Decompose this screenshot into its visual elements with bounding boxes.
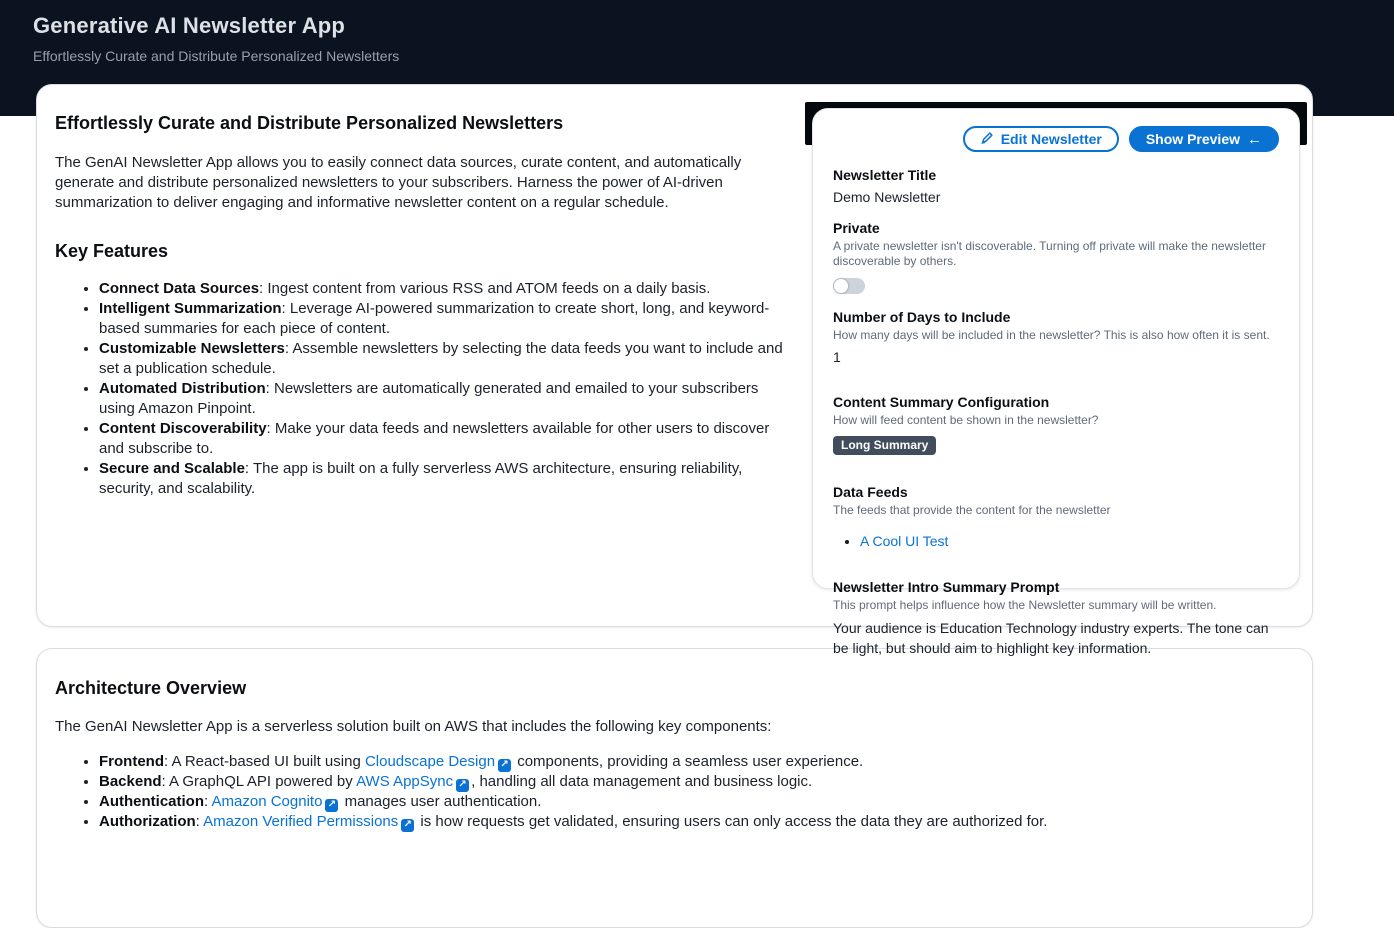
field-description: A private newsletter isn't discoverable. Turning off private will make the newsletter discoverable by others. [833, 239, 1266, 268]
toggle-knob [834, 279, 848, 293]
newsletter-editor-screenshot [805, 103, 1307, 656]
field-label: Content Summary Configuration [833, 394, 1050, 410]
page-subtitle: Effortlessly Curate and Distribute Personalized Newsletters [33, 48, 400, 64]
field-value: Demo Newsletter [833, 189, 941, 205]
list-item: • Connect Data Sources: Ingest content from various RSS and ATOM feeds on a daily basis. [99, 279, 789, 299]
external-link-icon: ↗ [325, 799, 338, 812]
arrow-left-icon: ← [1247, 130, 1262, 148]
list-item: • Intelligent Summarization: Leverage AI-powered summarization to create short, long, and keyword-based summaries for each piece of content. [99, 299, 789, 339]
architecture-heading: Architecture Overview [55, 678, 247, 698]
data-feeds-field [833, 484, 1279, 550]
feed-link[interactable]: A Cool UI Test [860, 533, 949, 549]
external-link-icon: ↗ [456, 779, 469, 792]
cloudscape-design-link[interactable]: Cloudscape Design [364, 753, 496, 770]
summary-type-badge: Long Summary [833, 436, 936, 455]
private-field [833, 220, 1279, 294]
list-item: • Backend: A GraphQL API powered by AWS AppSync ↗ , handling all data management and business logic. [99, 772, 1296, 792]
field-value: Your audience is Education Technology industry experts. The tone can be light, but should aim to highlight key information. [833, 620, 1269, 656]
list-item: • Authorization: Amazon Verified Permissions ↗ is how requests get validated, ensuring users can only access the data they are authorized for. [99, 812, 1296, 832]
newsletter-title-field [833, 167, 1279, 205]
list-item: • Secure and Scalable: The app is built on a fully serverless AWS architecture, ensuring reliability, security, and scalability. [99, 459, 789, 499]
overview-paragraph: The GenAI Newsletter App allows you to easily connect data sources, curate content, and automatically generate and distribute personalized newsletters to your subscribers. Harness the power of AI-driven summarization to deliver engaging and informative newsletter content on a regular schedule. [55, 154, 742, 211]
content-summary-field [833, 394, 1279, 455]
days-field [833, 309, 1279, 365]
private-toggle[interactable] [833, 278, 865, 294]
edit-newsletter-button[interactable]: Edit Newsletter [963, 126, 1119, 152]
list-item: • Automated Distribution: Newsletters are automatically generated and emailed to your subscribers using Amazon Pinpoint. [99, 379, 789, 419]
architecture-paragraph: The GenAI Newsletter App is a serverless solution built on AWS that includes the following key components: [55, 718, 772, 735]
aws-appsync-link[interactable]: AWS AppSync [356, 773, 454, 790]
field-description: This prompt helps influence how the Newsletter summary will be written. [833, 598, 1217, 612]
list-item: • Customizable Newsletters: Assemble newsletters by selecting the data feeds you want to include and set a publication schedule. [99, 339, 789, 379]
key-features-list [55, 279, 783, 499]
field-label: Private [833, 220, 880, 236]
overview-card [36, 84, 1313, 656]
external-link-icon: ↗ [498, 759, 511, 772]
show-preview-button[interactable]: Show Preview ← [1129, 126, 1279, 152]
field-label: Number of Days to Include [833, 309, 1011, 325]
field-description: How many days will be included in the newsletter? This is also how often it is sent. [833, 328, 1270, 342]
overview-text-column [55, 103, 783, 589]
architecture-card [36, 648, 1313, 928]
field-label: Newsletter Intro Summary Prompt [833, 579, 1060, 595]
verified-permissions-link[interactable]: Amazon Verified Permissions [203, 813, 399, 830]
architecture-list [55, 752, 1296, 832]
field-label: Data Feeds [833, 484, 908, 500]
pencil-icon [980, 131, 994, 148]
list-item: • Content Discoverability: Make your data feeds and newsletters available for other users to discover and subscribe to. [99, 419, 789, 459]
page-title: Generative AI Newsletter App [33, 13, 346, 38]
list-item: • Authentication: Amazon Cognito ↗ manages user authentication. [99, 792, 1296, 812]
list-item: • Frontend: A React-based UI built using Cloudscape Design ↗ components, providing a seamless user experience. [99, 752, 1296, 772]
data-feeds-list [833, 532, 1279, 550]
newsletter-editor-panel [812, 108, 1300, 656]
list-item [860, 532, 1279, 550]
field-description: The feeds that provide the content for the newsletter [833, 503, 1111, 517]
intro-prompt-field [833, 579, 1279, 658]
field-value: 1 [833, 349, 841, 365]
key-features-heading: Key Features [55, 241, 169, 261]
field-label: Newsletter Title [833, 167, 937, 183]
external-link-icon: ↗ [401, 819, 414, 832]
overview-heading: Effortlessly Curate and Distribute Personalized Newsletters [55, 113, 564, 133]
amazon-cognito-link[interactable]: Amazon Cognito [211, 793, 323, 810]
field-description: How will feed content be shown in the newsletter? [833, 413, 1099, 427]
main-content [0, 84, 1394, 928]
